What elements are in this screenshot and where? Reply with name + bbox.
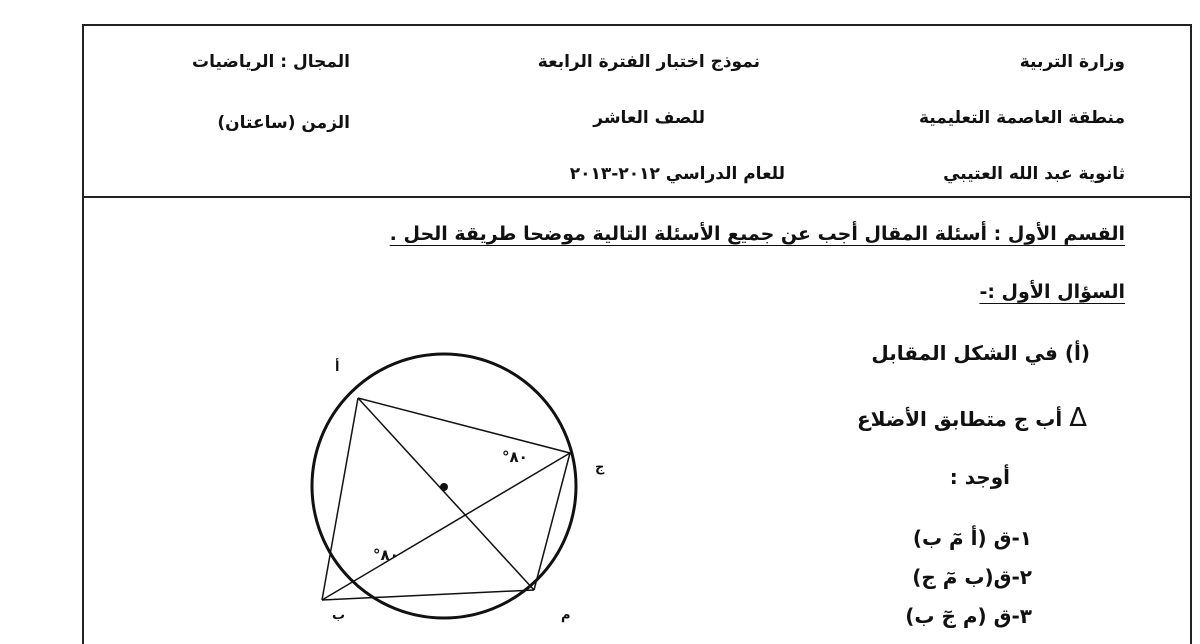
label-mim: م: [561, 608, 571, 623]
find-label: أوجد :: [949, 465, 1010, 489]
circle-figure: [280, 350, 620, 630]
chord-j-m: [534, 453, 570, 590]
center-point: [440, 483, 448, 491]
subject-label: المجال : الرياضيات: [191, 52, 350, 72]
header-divider: [82, 196, 1192, 198]
exam-title: نموذج اختبار الفترة الرابعة: [537, 52, 760, 72]
zone-name: منطقة العاصمة التعليمية: [918, 108, 1125, 128]
triangle-icon: Δ: [1069, 403, 1087, 433]
find-item-1: ١-ق (أ مٓ ب): [912, 526, 1032, 550]
academic-year: للعام الدراسي ٢٠١٢-٢٠١٣: [569, 164, 785, 184]
chord-j-b: [322, 453, 570, 600]
angle-label-bottom: ٨٠°: [373, 546, 399, 564]
question-title: السؤال الأول :-: [979, 281, 1125, 303]
label-jim: ج: [595, 460, 605, 475]
label-alef: أ: [335, 360, 340, 375]
school-name: ثانوية عبد الله العتيبي: [943, 164, 1125, 184]
duration-label: الزمن (ساعتان): [217, 113, 350, 133]
angle-label-top: ٨٠°: [502, 448, 528, 466]
given-statement: [857, 405, 1087, 431]
question-part-a: (أ) في الشكل المقابل: [871, 341, 1090, 365]
chord-a-j: [358, 398, 570, 453]
find-item-3: ٣-ق (م جٓ ب): [905, 604, 1032, 628]
label-ba: ب: [332, 608, 346, 623]
grade-label: للصف العاشر: [593, 108, 705, 128]
section-title: القسم الأول : أسئلة المقال أجب عن جميع الأسئلة التالية موضحا طريقة الحل .: [389, 223, 1125, 245]
find-item-2: ٢-ق(ب مٓ ج): [912, 565, 1032, 589]
ministry-name: وزارة التربية: [1019, 52, 1125, 72]
circle-diagram: [280, 350, 620, 630]
chord-b-m: [322, 590, 534, 600]
given-text: أب ج متطابق الأضلاع: [856, 407, 1063, 431]
